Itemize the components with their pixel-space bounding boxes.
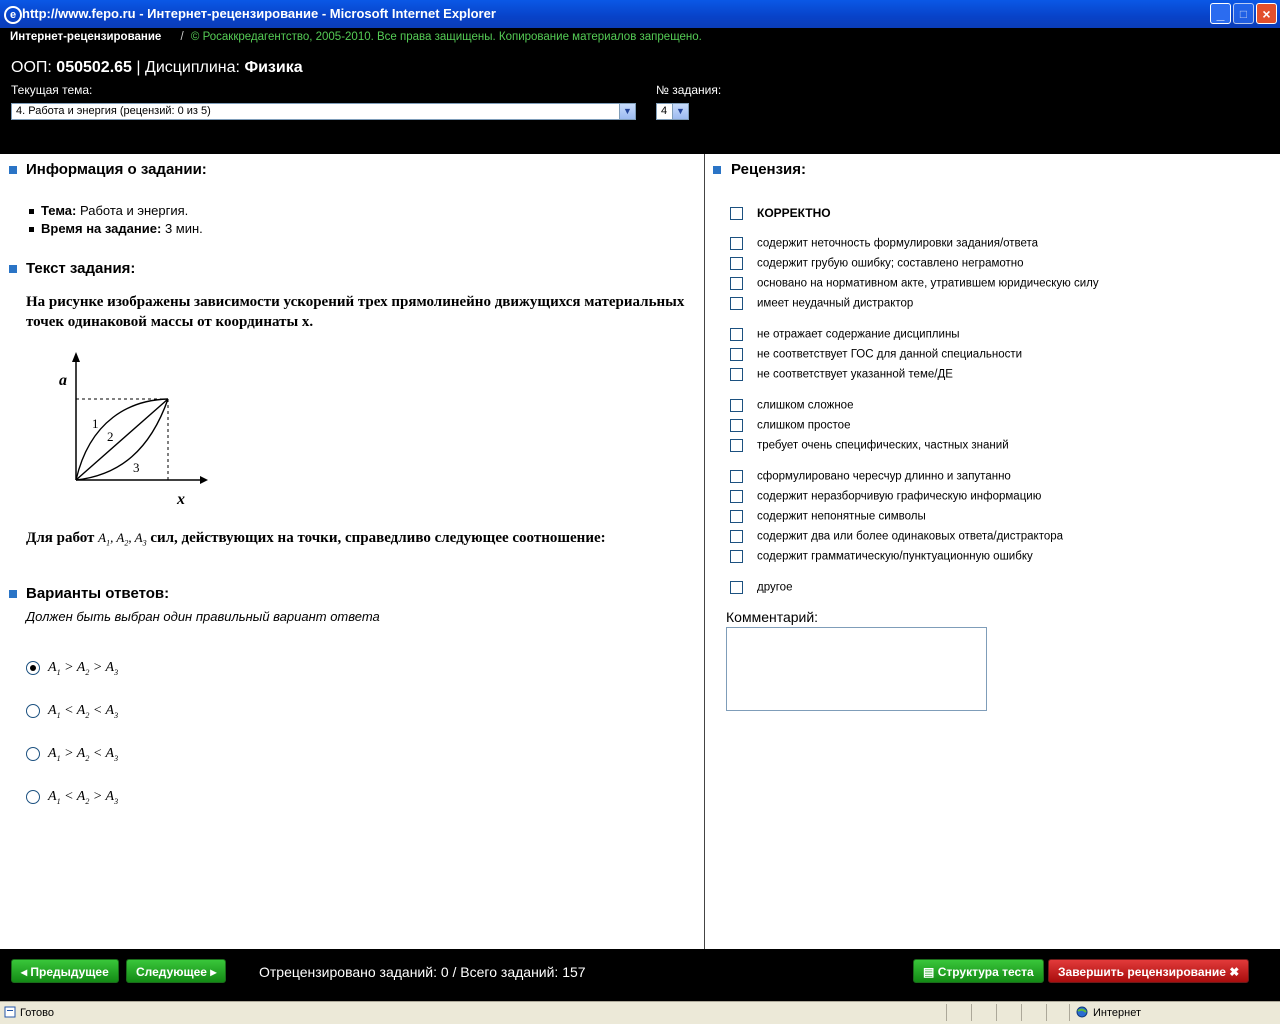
ie-logo-icon: e [4, 6, 22, 24]
answer-option[interactable]: $A_1 < A_2 < A_3$ [26, 703, 118, 719]
task-number-select[interactable]: 4 ▼ [656, 103, 689, 120]
review-checkbox[interactable]: не отражает содержание дисциплины [730, 328, 960, 342]
browser-status-bar [0, 1001, 1280, 1024]
oop-code: 050502.65 [56, 59, 132, 76]
review-checkbox[interactable]: слишком сложное [730, 399, 853, 413]
time-info: Время на задание: 3 мин. [41, 221, 203, 236]
answer-option[interactable]: $A_1 > A_2 < A_3$ [26, 746, 118, 762]
page-header [0, 28, 1280, 154]
radio-button[interactable] [26, 747, 40, 761]
comment-textarea[interactable] [726, 627, 987, 711]
radio-button[interactable] [26, 790, 40, 804]
window-title: http://www.fepo.ru - Интернет-рецензирование - Microsoft Internet Explorer [22, 6, 496, 21]
review-checkbox[interactable]: не соответствует указанной теме/ДЕ [730, 368, 953, 382]
task-number-label: № задания: [656, 83, 722, 97]
review-checkbox[interactable]: содержит грубую ошибку; составлено неграмотно [730, 257, 1024, 271]
globe-icon [1076, 1006, 1088, 1018]
chevron-down-icon: ▼ [619, 104, 635, 119]
window-title-bar [0, 0, 1280, 28]
review-checkbox[interactable]: не соответствует ГОС для данной специальности [730, 348, 1022, 362]
checkbox[interactable] [730, 207, 743, 220]
review-checkbox[interactable]: требует очень специфических, частных знаний [730, 439, 1009, 453]
review-checkbox[interactable]: содержит неразборчивую графическую информацию [730, 490, 1041, 504]
page-icon [4, 1006, 16, 1018]
maximize-button[interactable]: □ [1233, 3, 1254, 24]
task-text: На рисунке изображены зависимости ускорений трех прямолинейно движущихся материальных точек одинаковой массы от координаты x. [26, 294, 685, 330]
review-checkbox[interactable]: содержит два или более одинаковых ответа/дистрактора [730, 530, 1063, 544]
arrow-left-icon: ◂ [21, 965, 28, 979]
security-zone: Интернет [1093, 1007, 1141, 1019]
topic-label: Текущая тема: [11, 83, 93, 97]
checkbox-correct[interactable]: КОРРЕКТНО [730, 206, 831, 220]
review-checkbox[interactable]: другое [730, 581, 792, 595]
review-checkbox[interactable]: слишком простое [730, 419, 850, 433]
review-checkbox[interactable]: содержит непонятные символы [730, 510, 926, 524]
curve-label-3: 3 [133, 460, 140, 475]
close-icon: ✖ [1229, 965, 1240, 979]
review-checkbox[interactable]: основано на нормативном акте, утратившем юридическую силу [730, 277, 1099, 291]
answer-option[interactable]: $A_1 < A_2 > A_3$ [26, 789, 118, 805]
program-info: ООП: 050502.65 | Дисциплина: Физика [11, 59, 303, 76]
answers-hint: Должен быть выбран один правильный вариант ответа [26, 609, 380, 624]
test-structure-button[interactable]: ▤ Структура теста [913, 959, 1044, 983]
copyright-text: © Росаккредагентство, 2005-2010. Все права защищены. Копирование материалов запрещено. [190, 31, 702, 43]
panel-divider [704, 154, 705, 949]
arrow-right-icon: ▸ [210, 965, 217, 979]
chevron-down-icon: ▼ [672, 104, 688, 119]
radio-button[interactable] [26, 704, 40, 718]
review-checkbox[interactable]: содержит грамматическую/пунктуационную ошибку [730, 550, 1033, 564]
curve-label-2: 2 [107, 429, 114, 444]
answers-title: Варианты ответов: [26, 585, 170, 602]
review-checkbox[interactable]: сформулировано чересчур длинно и запутанно [730, 470, 1011, 484]
breadcrumb [10, 31, 702, 43]
close-window-button[interactable]: × [1256, 3, 1277, 24]
comment-label: Комментарий: [726, 609, 819, 625]
breadcrumb-separator: / [180, 31, 184, 43]
topic-info: Тема: Работа и энергия. [41, 203, 189, 218]
task-question: Для работ $A_1$, $A_2$, $A_3$ сил, действующих на точки, справедливо следующее соотношение: [26, 530, 606, 548]
radio-button[interactable] [26, 661, 40, 675]
previous-button[interactable]: ◂ Предыдущее [11, 959, 119, 983]
status-text: Готово [20, 1007, 54, 1019]
task-figure [50, 350, 210, 510]
finish-review-button[interactable]: Завершить рецензирование ✖ [1048, 959, 1249, 983]
y-axis-label: a [59, 372, 67, 389]
footer-bar [0, 949, 1280, 1001]
section-marker-icon [9, 590, 17, 598]
home-link[interactable]: Интернет-рецензирование [10, 31, 162, 43]
curve-label-1: 1 [92, 416, 99, 431]
review-checkbox[interactable]: имеет неудачный дистрактор [730, 297, 913, 311]
section-marker-icon [9, 166, 17, 174]
discipline-name: Физика [244, 59, 303, 76]
info-title: Информация о задании: [26, 161, 207, 178]
minimize-button[interactable]: _ [1210, 3, 1231, 24]
review-title: Рецензия: [731, 161, 807, 178]
review-checkbox[interactable]: содержит неточность формулировки задания/ответа [730, 237, 1038, 251]
topic-select[interactable]: 4. Работа и энергия (рецензий: 0 из 5) ▼ [11, 103, 636, 120]
answer-option[interactable]: $A_1 > A_2 > A_3$ [26, 660, 118, 676]
next-button[interactable]: Следующее ▸ [126, 959, 226, 983]
x-axis-label: x [177, 491, 185, 508]
section-marker-icon [9, 265, 17, 273]
section-marker-icon [713, 166, 721, 174]
document-icon: ▤ [923, 965, 935, 979]
task-text-title: Текст задания: [26, 260, 136, 277]
review-stats: Отрецензировано заданий: 0 / Всего заданий: 157 [259, 964, 586, 980]
